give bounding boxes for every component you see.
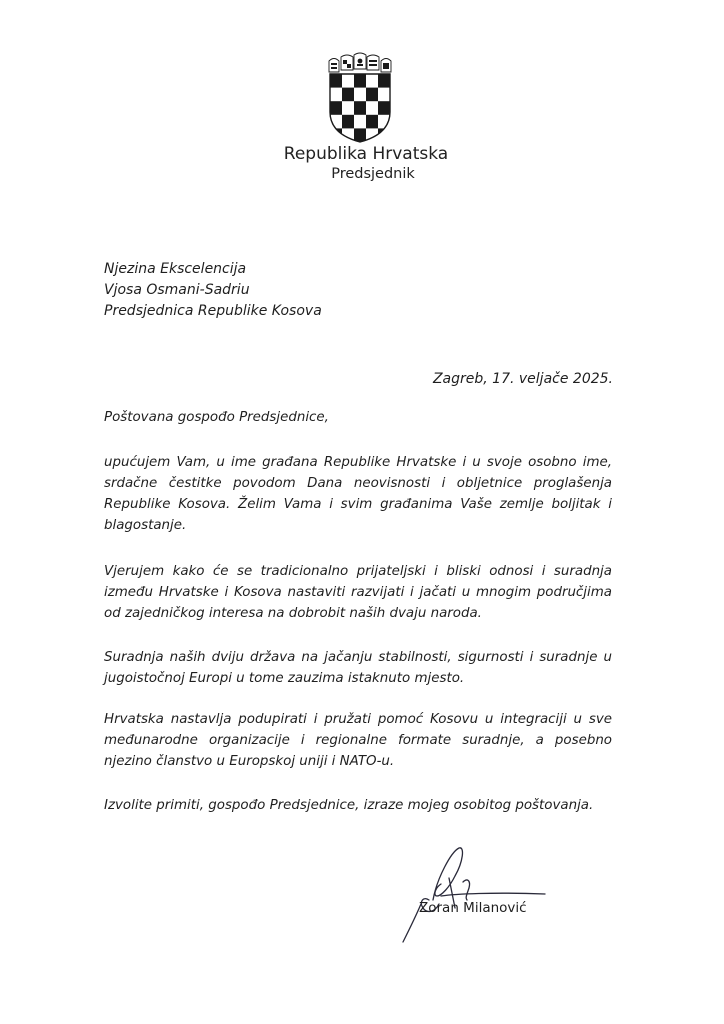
paragraph-support: Hrvatska nastavlja podupirati i pružati pomoć Kosovu u integraciji u sve međunarodne organizacije i regionalne formate suradnje, a posebno njezino članstvo u Europskoj uniji i NATO-u.: [104, 712, 612, 769]
paragraph-greeting: upućujem Vam, u ime građana Republike Hrvatske i u svoje osobno ime, srdačne čestitke povodom Dana neovisnosti i obljetnice proglašenja Republike Kosova. Želim Vama i svim građanima Vaše zemlje boljitak i blagostanje.: [104, 455, 612, 533]
recipient-name: Vjosa Osmani-Sadriu: [104, 282, 250, 298]
recipient-title: Predsjednica Republike Kosova: [104, 303, 322, 319]
recipient-block: [104, 259, 322, 322]
paragraph-cooperation: Suradnja naših dviju država na jačanju stabilnosti, sigurnosti i suradnje u jugoistočnoj Europi u tome zauzima istaknuto mjesto.: [104, 650, 612, 686]
croatian-coat-of-arms-icon: [325, 52, 395, 144]
handwritten-signature-icon: [393, 838, 553, 948]
letterhead-subtitle: Predsjednik: [331, 166, 415, 182]
signer-name: Zoran Milanović: [419, 900, 527, 916]
salutation: Poštovana gospođo Predsjednice,: [104, 410, 329, 425]
letter-date: Zagreb, 17. veljače 2025.: [432, 371, 613, 387]
recipient-honorific: Njezina Ekscelencija: [104, 261, 247, 277]
letterhead-title: Republika Hrvatska: [283, 144, 449, 164]
closing-sentence: Izvolite primiti, gospođo Predsjednice, izraze mojeg osobitog poštovanja.: [104, 798, 594, 813]
paragraph-relations: Vjerujem kako će se tradicionalno prijateljski i bliski odnosi i suradnja između Hrvatske i Kosova nastaviti razvijati i jačati u mnogim područjima od zajedničkog interesa na dobrobit naših dvaju naroda.: [104, 564, 612, 621]
